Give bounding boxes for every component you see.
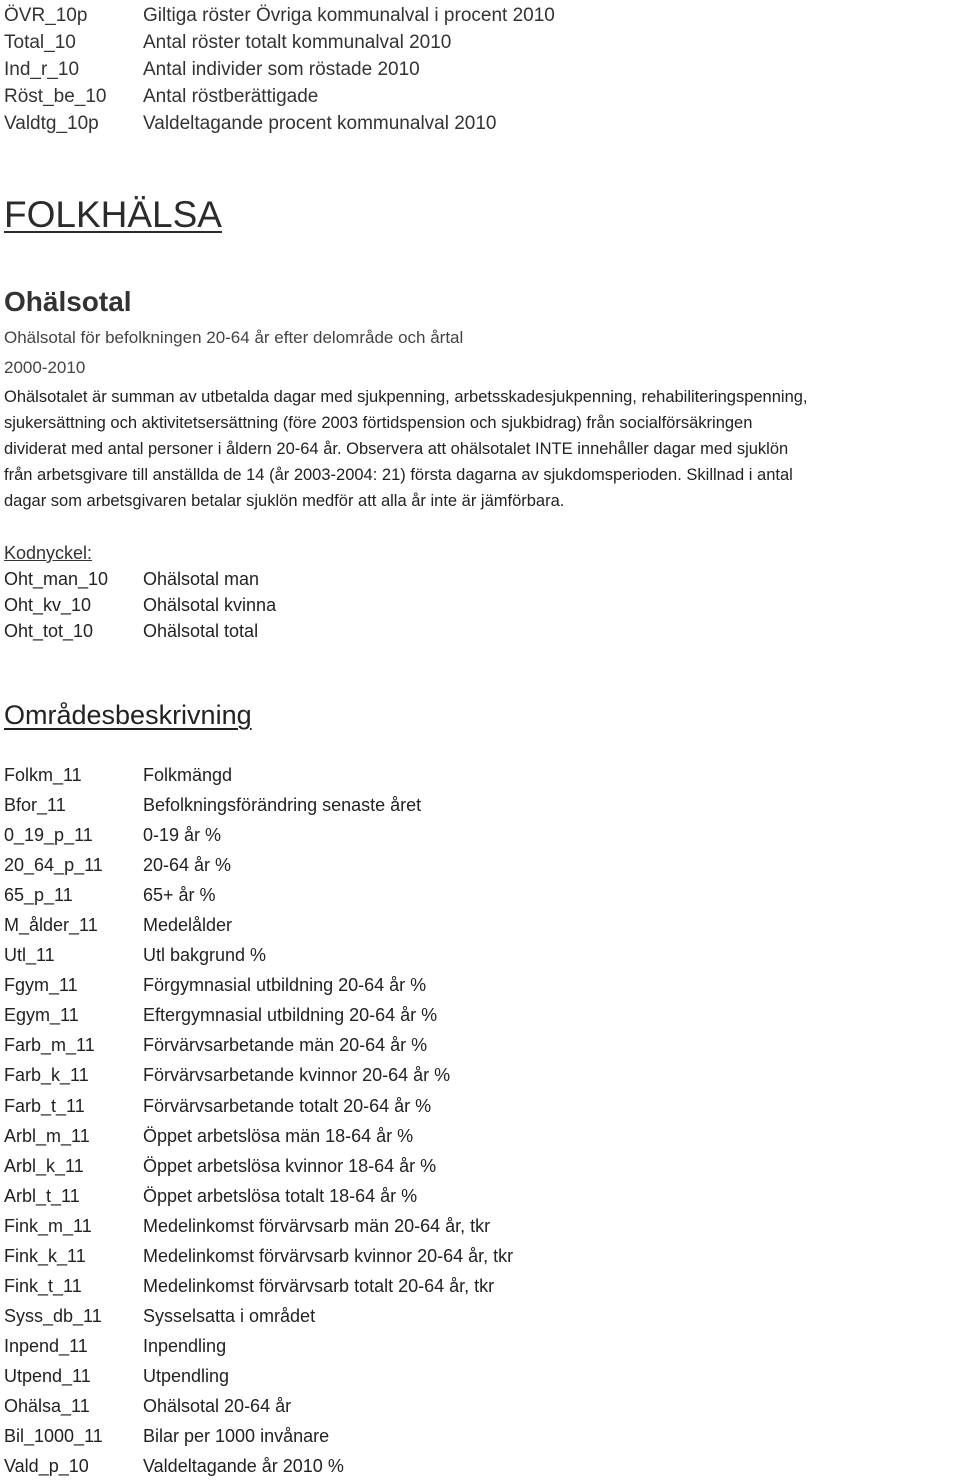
variable-description: Folkmängd xyxy=(143,765,233,785)
variable-description: Förvärvsarbetande kvinnor 20-64 år % xyxy=(143,1065,451,1086)
variable-description: Medelinkomst förvärvsarb totalt 20-64 år, tkr xyxy=(143,1275,495,1296)
variable-description: Valdeltagande år 2010 % xyxy=(143,1456,344,1477)
variable-description: Valdeltagande procent kommunalval 2010 xyxy=(143,113,497,134)
variable-row xyxy=(4,83,555,110)
variable-row xyxy=(4,1361,513,1391)
variable-description: Förvärvsarbetande män 20-64 år % xyxy=(143,1035,428,1056)
variable-code: Fink_m_11 xyxy=(4,1215,92,1236)
paragraph-line: Ohälsotalet är summan av utbetalda dagar med sjukpenning, arbetsskadesjukpenning, rehabiliteringspenning, xyxy=(4,388,808,406)
variable-description: Antal röstberättigade xyxy=(143,86,319,107)
variable-row xyxy=(4,1301,513,1331)
variable-row xyxy=(4,1271,513,1301)
variable-code: Inpend_11 xyxy=(4,1335,88,1356)
variable-code: 65_p_11 xyxy=(4,885,73,906)
variable-code: Bfor_11 xyxy=(4,795,66,816)
variable-row xyxy=(4,29,555,56)
variable-description: Öppet arbetslösa totalt 18-64 år % xyxy=(143,1185,418,1206)
variable-code: Oht_tot_10 xyxy=(4,621,94,641)
variable-code: Farb_m_11 xyxy=(4,1035,95,1056)
variable-description: Antal röster totalt kommunalval 2010 xyxy=(143,32,452,53)
variable-row xyxy=(4,850,513,880)
variable-row xyxy=(4,760,513,790)
variable-row xyxy=(4,1331,513,1361)
ohalsotal-period: 2000-2010 xyxy=(4,358,86,377)
variable-code: Ohälsa_11 xyxy=(4,1395,90,1416)
variable-code: Valdtg_10p xyxy=(4,113,99,134)
variable-code: M_ålder_11 xyxy=(4,915,98,936)
ohalsotal-description xyxy=(4,384,960,514)
variable-code: Fink_k_11 xyxy=(4,1245,86,1266)
variable-description: 20-64 år % xyxy=(143,855,232,876)
variable-row xyxy=(4,56,555,83)
variable-row xyxy=(4,1060,513,1090)
variable-row xyxy=(4,566,276,592)
area-description-heading: Områdesbeskrivning xyxy=(4,700,252,730)
variable-description: Medelålder xyxy=(143,915,233,936)
variable-code: ÖVR_10p xyxy=(4,5,88,26)
variable-description: Öppet arbetslösa kvinnor 18-64 år % xyxy=(143,1155,437,1176)
variable-description: Medelinkomst förvärvsarb män 20-64 år, tkr xyxy=(143,1215,491,1236)
variable-description: Antal individer som röstade 2010 xyxy=(143,59,420,80)
variable-description: Sysselsatta i området xyxy=(143,1305,316,1326)
ohalsotal-heading: Ohälsotal xyxy=(4,286,132,317)
variable-description: Ohälsotal total xyxy=(143,621,259,641)
variable-code: Farb_k_11 xyxy=(4,1065,89,1086)
variable-code: Utpend_11 xyxy=(4,1365,91,1386)
variable-description: Förvärvsarbetande totalt 20-64 år % xyxy=(143,1095,432,1116)
variable-description: Giltiga röster Övriga kommunalval i procent 2010 xyxy=(143,5,555,26)
variable-code: Oht_man_10 xyxy=(4,569,109,589)
variable-row xyxy=(4,1030,513,1060)
variable-code: Fink_t_11 xyxy=(4,1275,82,1296)
variable-code: Syss_db_11 xyxy=(4,1305,102,1326)
ohalsotal-subtitle: Ohälsotal för befolkningen 20-64 år efter delområde och årtal xyxy=(4,328,464,347)
paragraph-line: sjukersättning och aktivitetsersättning (före 2003 förtidspension och sjukbidrag) från socialförsäkringen xyxy=(4,414,753,432)
variable-description: Ohälsotal kvinna xyxy=(143,595,277,615)
variable-code: Utl_11 xyxy=(4,945,55,966)
variable-description: Eftergymnasial utbildning 20-64 år % xyxy=(143,1005,438,1026)
variable-row xyxy=(4,790,513,820)
variable-row xyxy=(4,940,513,970)
election-variable-list xyxy=(4,2,555,137)
variable-row xyxy=(4,618,276,644)
variable-code: Ind_r_10 xyxy=(4,59,80,80)
variable-row xyxy=(4,1121,513,1151)
variable-description: Befolkningsförändring senaste året xyxy=(143,795,422,816)
variable-row xyxy=(4,1211,513,1241)
variable-code: Röst_be_10 xyxy=(4,86,107,107)
code-key-list xyxy=(4,566,276,644)
variable-description: 65+ år % xyxy=(143,885,216,906)
variable-code: Bil_1000_11 xyxy=(4,1426,103,1447)
variable-description: Medelinkomst förvärvsarb kvinnor 20-64 år, tkr xyxy=(143,1245,514,1266)
variable-code: Egym_11 xyxy=(4,1005,79,1026)
variable-code: 20_64_p_11 xyxy=(4,855,103,876)
variable-row xyxy=(4,910,513,940)
variable-description: Ohälsotal man xyxy=(143,569,260,589)
variable-code: Folkm_11 xyxy=(4,765,82,785)
variable-code: Fgym_11 xyxy=(4,975,78,996)
code-key-label: Kodnyckel: xyxy=(4,543,93,563)
variable-description: Förgymnasial utbildning 20-64 år % xyxy=(143,975,427,996)
variable-code: Vald_p_10 xyxy=(4,1456,89,1477)
variable-description: Öppet arbetslösa män 18-64 år % xyxy=(143,1125,414,1146)
variable-description: Utpendling xyxy=(143,1365,230,1386)
variable-code: Arbl_m_11 xyxy=(4,1125,90,1146)
area-variable-list xyxy=(4,760,513,1481)
variable-description: Ohälsotal 20-64 år xyxy=(143,1395,292,1416)
variable-row xyxy=(4,592,276,618)
variable-code: 0_19_p_11 xyxy=(4,825,93,846)
variable-code: Total_10 xyxy=(4,32,76,53)
variable-row xyxy=(4,1241,513,1271)
variable-row xyxy=(4,2,555,29)
variable-code: Arbl_t_11 xyxy=(4,1185,80,1206)
variable-description: Bilar per 1000 invånare xyxy=(143,1426,330,1447)
variable-row xyxy=(4,1151,513,1181)
variable-row xyxy=(4,1181,513,1211)
paragraph-line: dividerat med antal personer i åldern 20-64 år. Observera att ohälsotalet INTE innehåller dagar med sjuklön xyxy=(4,440,789,458)
variable-row xyxy=(4,110,555,137)
variable-row xyxy=(4,820,513,850)
variable-row xyxy=(4,1391,513,1421)
variable-row xyxy=(4,1421,513,1451)
variable-row xyxy=(4,970,513,1000)
section-title: FOLKHÄLSA xyxy=(4,194,222,235)
paragraph-line: dagar som arbetsgivaren betalar sjuklön medför att alla år inte är jämförbara. xyxy=(4,492,565,510)
paragraph-line: från arbetsgivare till anställda de 14 (år 2003-2004: 21) första dagarna av sjukdomsperioden. Skillnad i antal xyxy=(4,466,793,484)
variable-description: 0-19 år % xyxy=(143,825,222,846)
variable-code: Oht_kv_10 xyxy=(4,595,92,615)
variable-code: Farb_t_11 xyxy=(4,1095,85,1116)
variable-description: Utl bakgrund % xyxy=(143,945,267,966)
variable-code: Arbl_k_11 xyxy=(4,1155,84,1176)
variable-row xyxy=(4,1091,513,1121)
variable-row xyxy=(4,880,513,910)
variable-row xyxy=(4,1000,513,1030)
variable-description: Inpendling xyxy=(143,1335,227,1356)
